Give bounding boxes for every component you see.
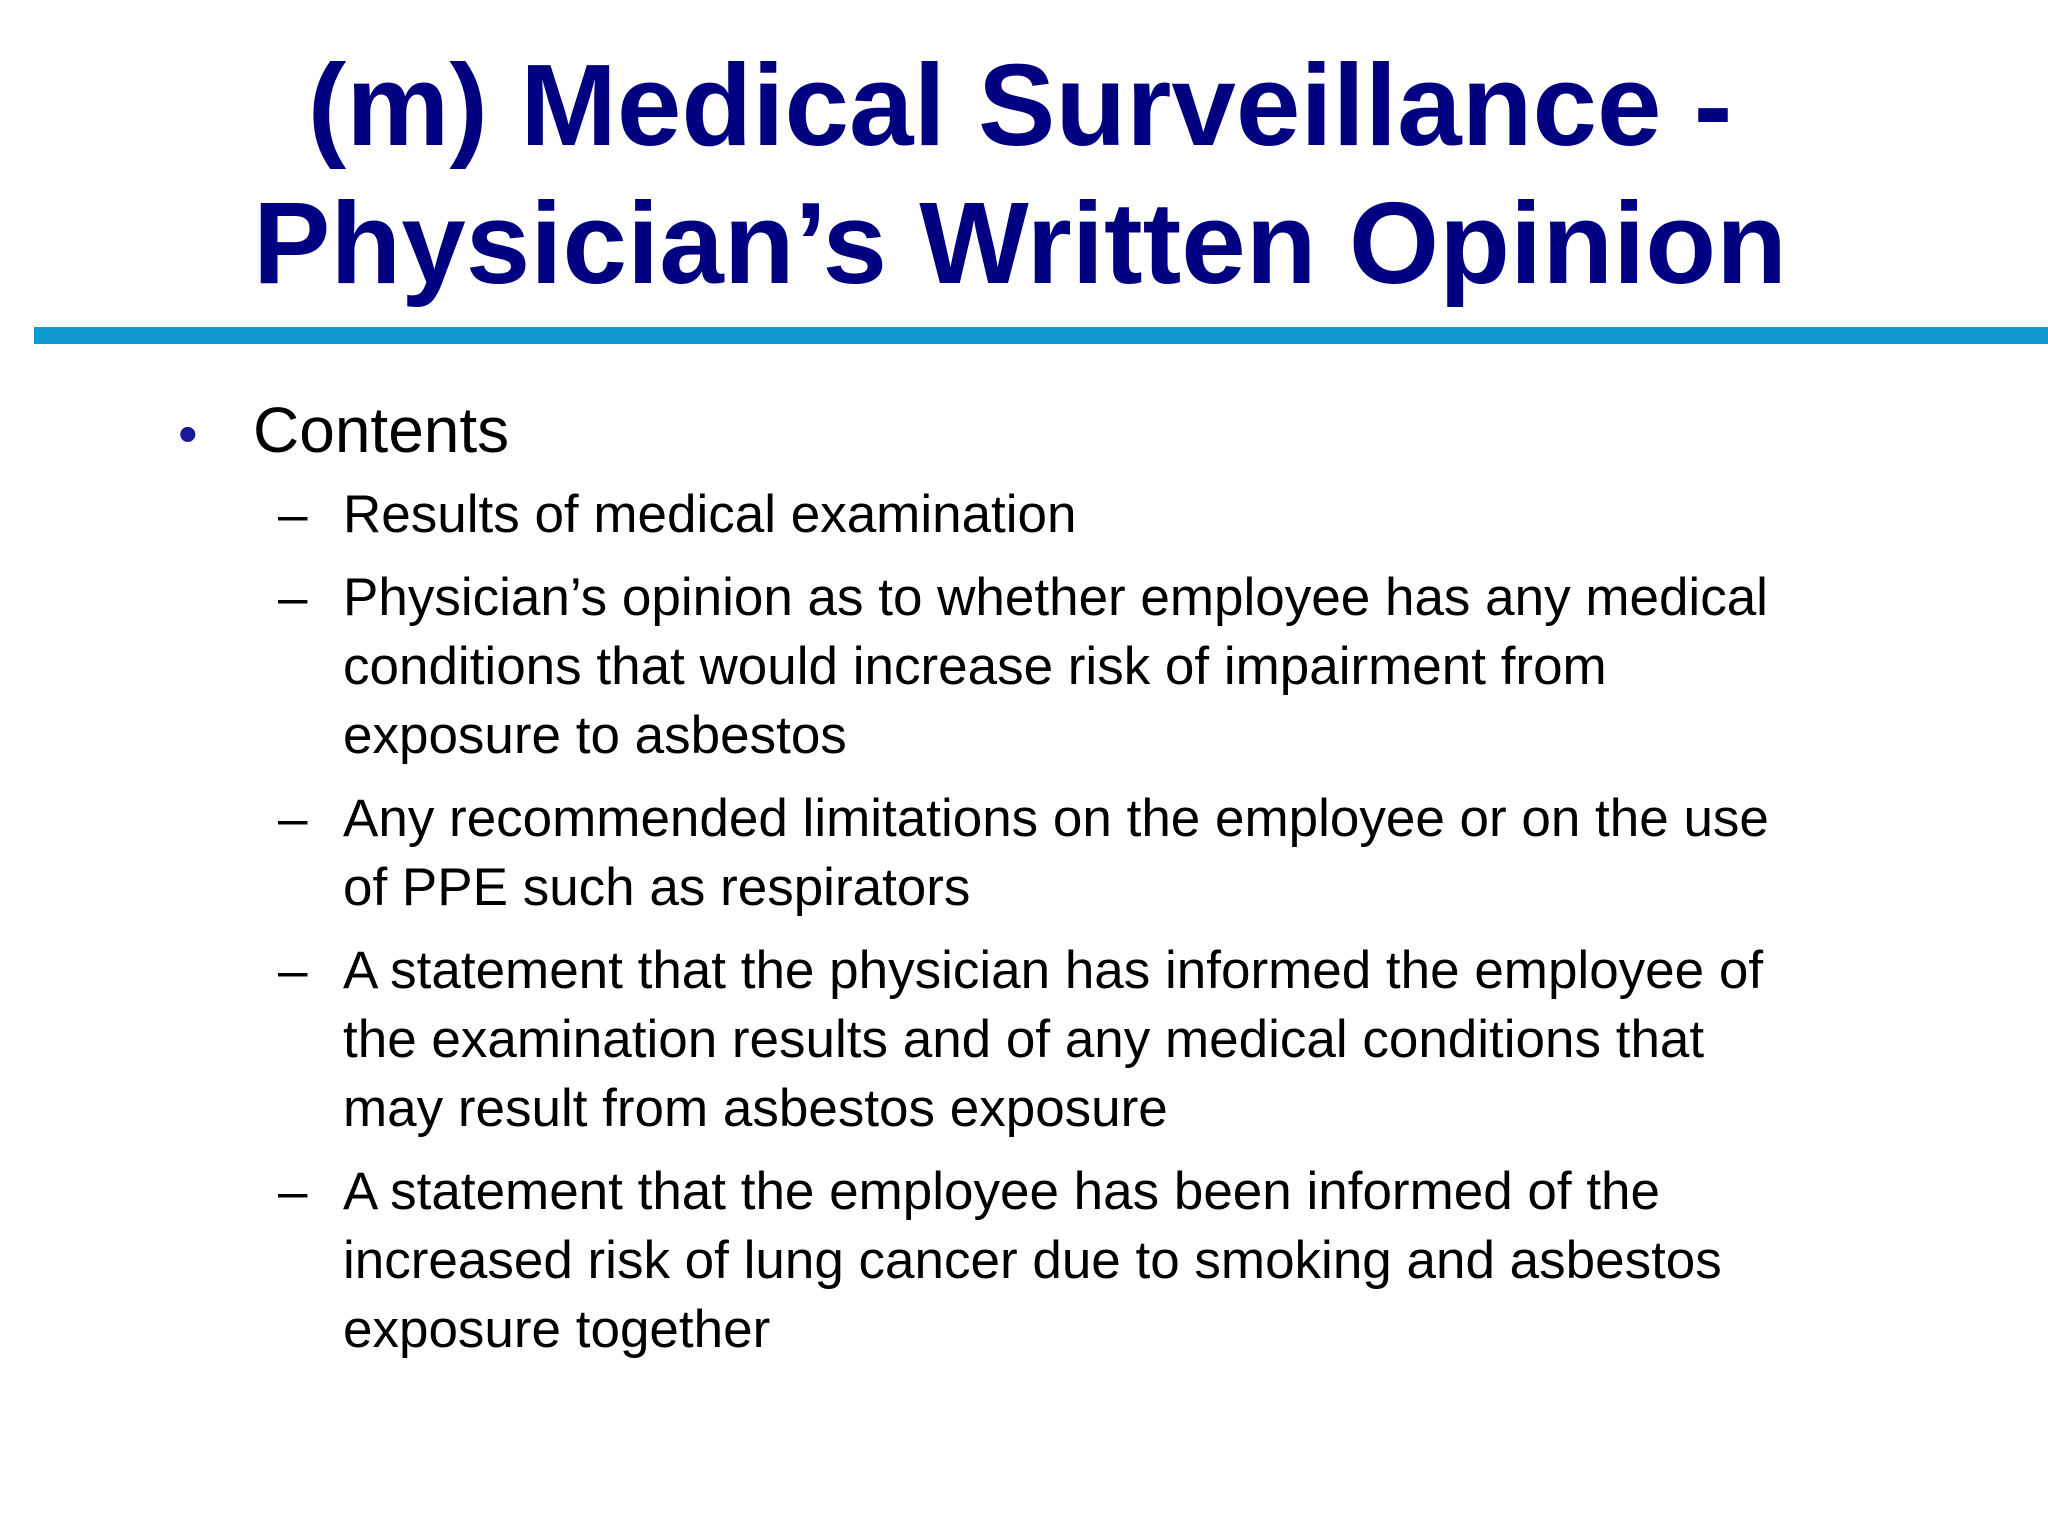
- sub-item: [0, 936, 1923, 1143]
- title-line-1: (m) Medical Surveillance -: [307, 40, 1733, 170]
- sub-marker: –: [278, 941, 308, 1000]
- slide-content: [0, 388, 2048, 1378]
- sub-item-text: [343, 1157, 1923, 1364]
- sub-item-line: Physician’s opinion as to whether employee has any medical: [343, 568, 1768, 627]
- sub-marker: –: [278, 1162, 308, 1221]
- sub-marker: –: [278, 789, 308, 848]
- sub-item-line: Results of medical examination: [343, 485, 1077, 544]
- sub-item: [0, 563, 1923, 770]
- sub-item-line: the examination results and of any medical conditions that: [343, 1010, 1705, 1069]
- sub-item-line: may result from asbestos exposure: [343, 1079, 1168, 1138]
- sub-item-line: A statement that the employee has been informed of the: [343, 1162, 1661, 1221]
- title-divider: [34, 327, 2048, 344]
- bullet-label: Contents: [253, 394, 510, 466]
- sub-item-line: conditions that would increase risk of impairment from: [343, 637, 1607, 696]
- sub-item-line: increased risk of lung cancer due to smoking and asbestos: [343, 1231, 1722, 1290]
- sub-item-text: [343, 936, 1923, 1143]
- sub-item-text: [343, 563, 1923, 770]
- sub-item-line: A statement that the physician has informed the employee of: [343, 941, 1764, 1000]
- sub-marker: –: [278, 485, 308, 544]
- bullet-contents: [0, 388, 2048, 478]
- sub-item-line: exposure together: [343, 1300, 771, 1359]
- sub-item-text: [343, 480, 1923, 549]
- slide-title: [0, 36, 2040, 312]
- sub-item-text: [343, 784, 1923, 922]
- sub-bullet-list: [0, 480, 2048, 1364]
- sub-item: [0, 480, 1923, 549]
- bullet-marker: •: [178, 402, 198, 465]
- title-line-2: Physician’s Written Opinion: [253, 178, 1787, 308]
- sub-item-line: Any recommended limitations on the employee or on the use: [343, 789, 1769, 848]
- sub-item-line: exposure to asbestos: [343, 706, 847, 765]
- sub-item-line: of PPE such as respirators: [343, 858, 971, 917]
- sub-marker: –: [278, 568, 308, 627]
- sub-item: [0, 784, 1923, 922]
- sub-item: [0, 1157, 1923, 1364]
